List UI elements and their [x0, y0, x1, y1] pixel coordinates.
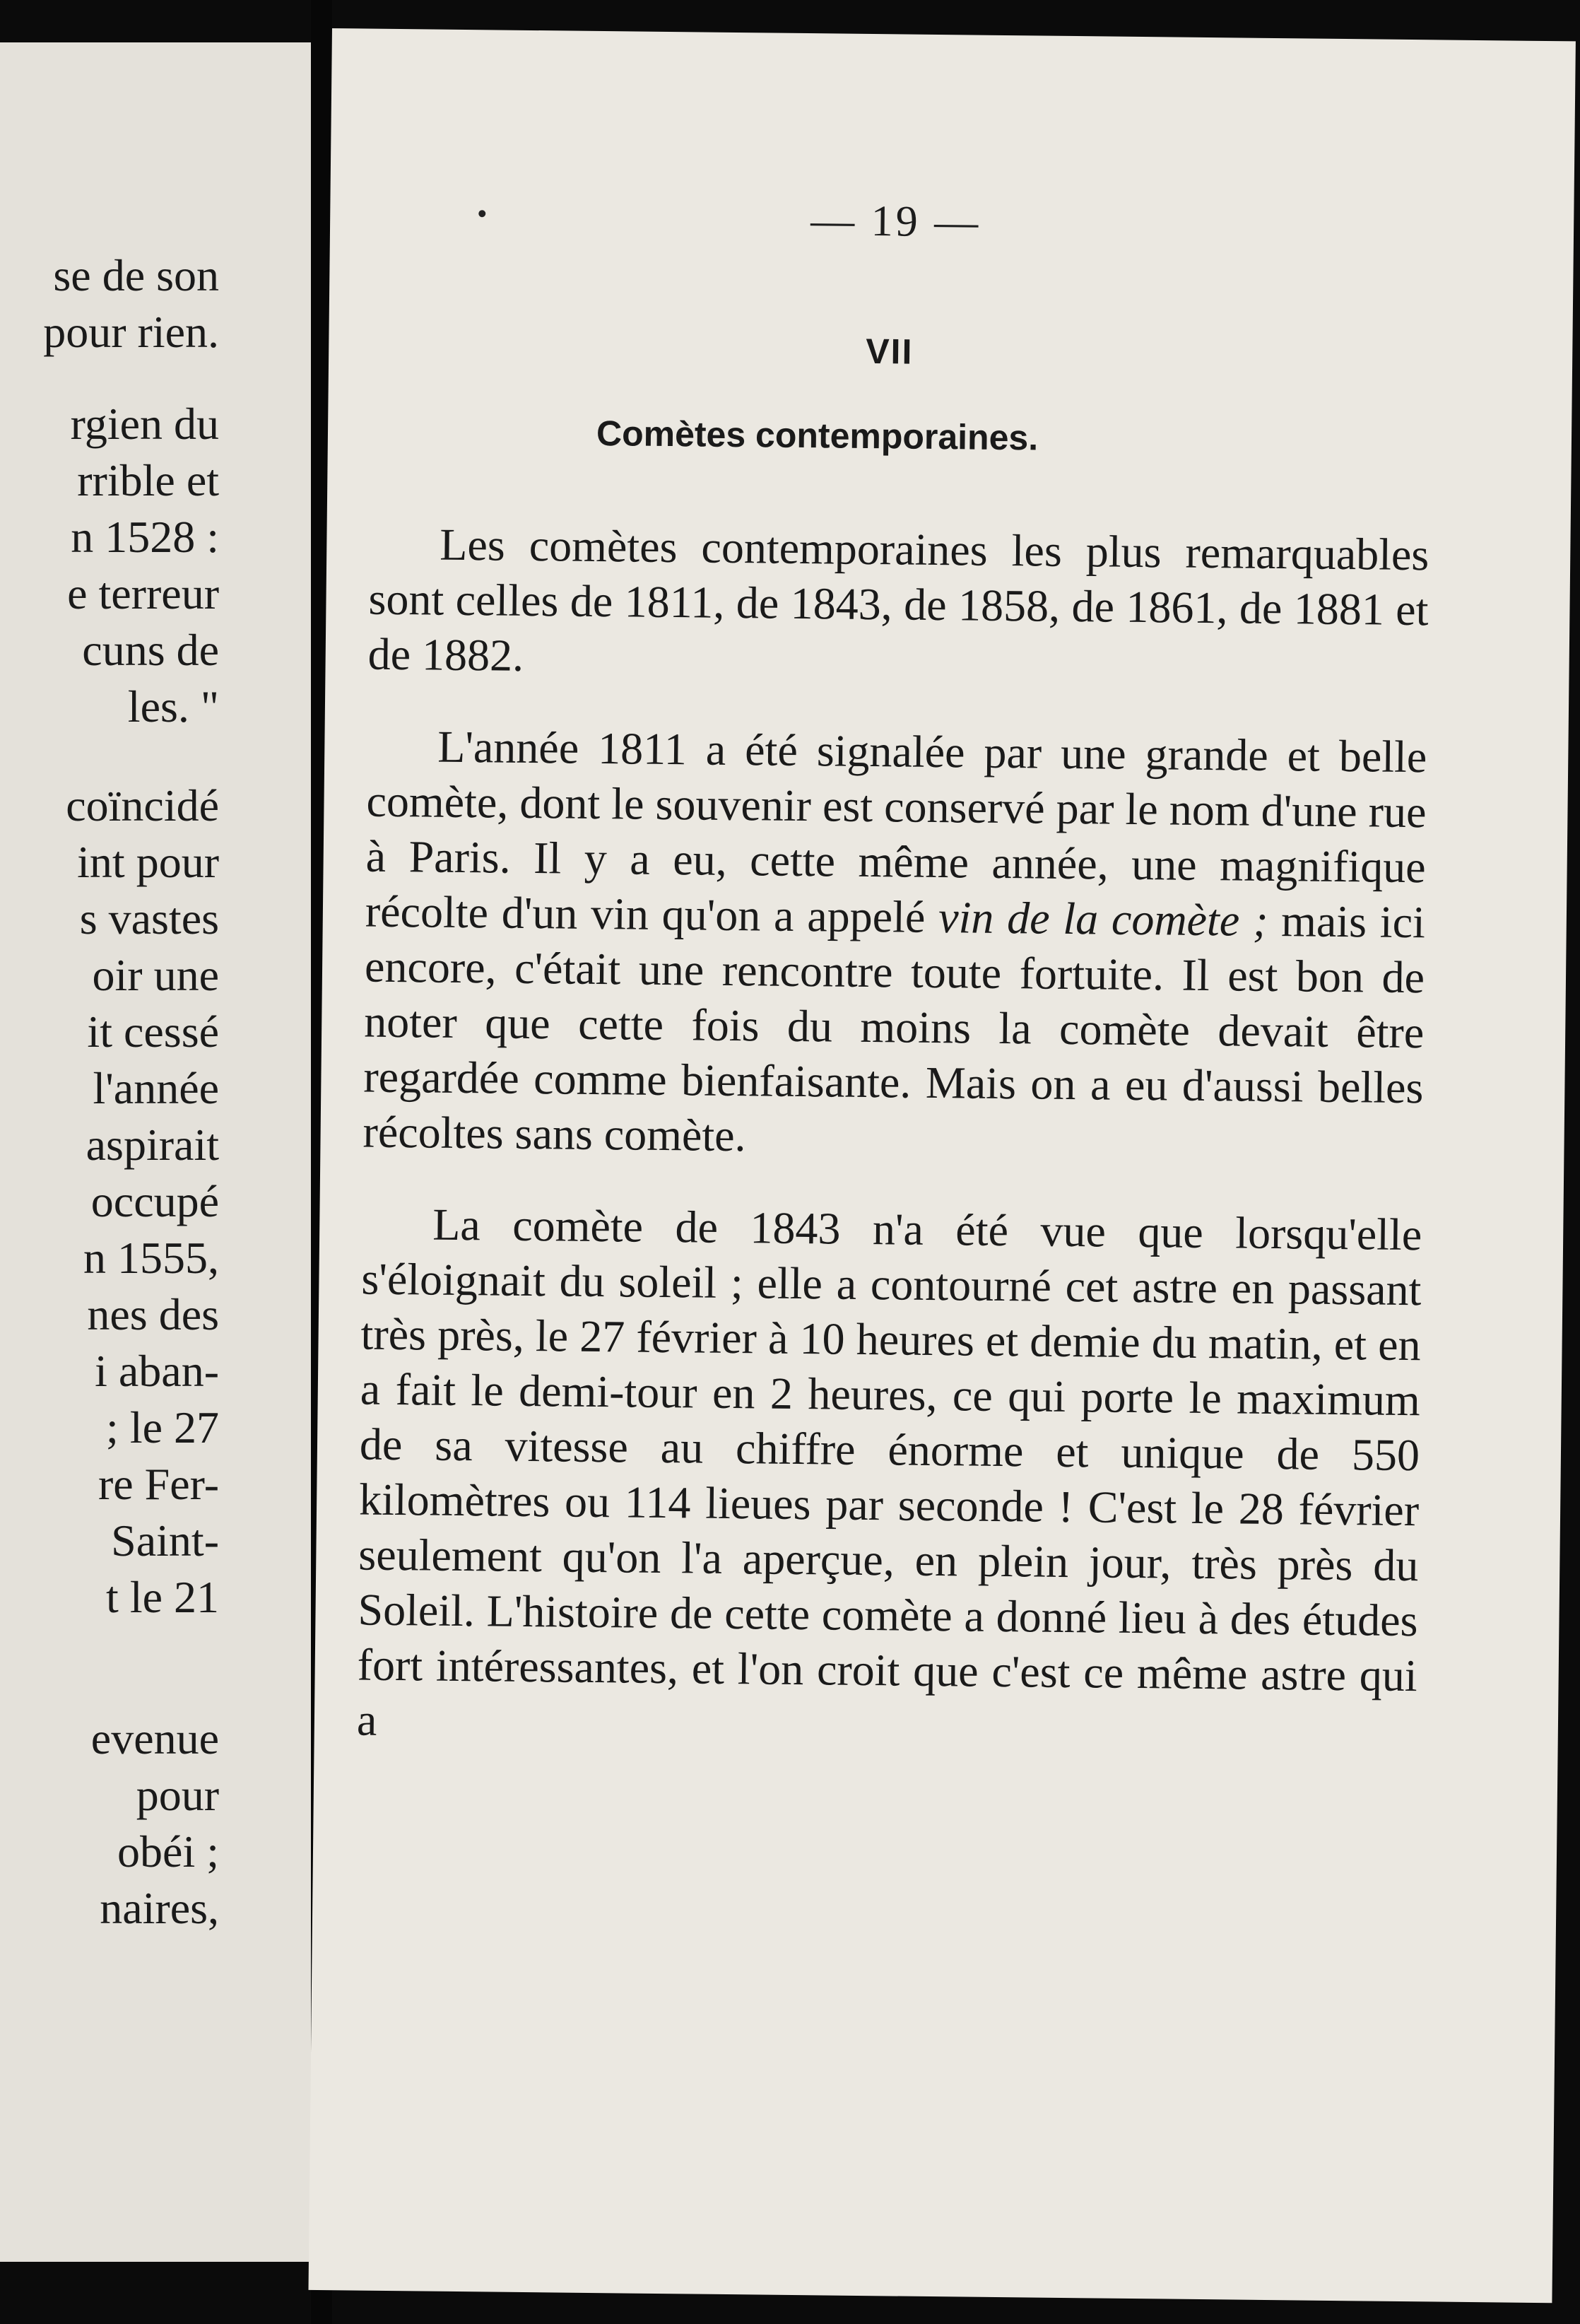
left-line: occupé — [90, 1176, 219, 1226]
left-line: l'année — [93, 1063, 219, 1113]
left-line: ; le 27 — [106, 1402, 219, 1452]
left-line: naires, — [100, 1883, 219, 1933]
left-line: rrible et — [77, 455, 219, 505]
left-line: les. " — [127, 681, 219, 732]
paragraph: Les comètes contemporaines les plus remarquables sont celles de 1811, de 1843, de 1858, de 1861, de 1881 et de 1882. — [367, 519, 1429, 681]
paragraph — [362, 719, 1427, 1171]
left-line: e terreur — [67, 568, 219, 618]
paragraph: La comète de 1843 n'a été vue que lorsqu'elle s'éloignait du soleil ; elle a contourné cet astre en passant très près, le 27 février à 10 heures et demie du matin, et en a fait le demi-tour en 2 heures, ce qui porte le maximum de sa vitesse au chiffre énorme et unique de 550 kilomètres ou 114 lieues par seconde ! C'est le 28 février seulement qu'on l'a aperçue, en plein jour, très près du Soleil. L'histoire de cette comète a donné lieu à des études fort intéressantes, et l'on croit que c'est ce même astre qui a — [356, 1199, 1422, 1745]
left-line: oir une — [92, 950, 219, 1000]
left-page — [0, 42, 311, 2262]
paragraph-text: L'année 1811 a été signalée par une grande et belle comète, dont le souvenir est conservé par le nom d'une rue à Paris. Il y a eu, cette même année, une magnifique récolte d'un vin qu'on a appelé — [365, 721, 1427, 943]
left-line: se de son — [53, 250, 219, 300]
paragraph-text: mais ici encore, c'était une rencontre toute fortuite. Il est bon de noter que cette fois du moins la comète devait être regardée comme bienfaisante. Mais on a eu d'aussi belles récoltes sans comète. — [362, 895, 1426, 1161]
left-line: cuns de — [82, 625, 219, 675]
italic-text: vin de la comète ; — [938, 892, 1268, 946]
left-line: Saint- — [111, 1515, 219, 1566]
left-line: re Fer- — [98, 1459, 219, 1509]
left-line: pour rien. — [43, 307, 219, 357]
left-line: int pour — [77, 837, 219, 887]
left-line: it cessé — [87, 1007, 219, 1057]
left-line: aspirait — [86, 1120, 219, 1170]
left-line: pour — [136, 1770, 219, 1820]
left-line: t le 21 — [106, 1572, 219, 1622]
chapter-number: VII — [865, 331, 914, 372]
left-line: coïncidé — [66, 780, 219, 831]
body-text — [356, 517, 1429, 1796]
ink-dot — [478, 210, 485, 217]
chapter-title: Comètes contemporaines. — [596, 413, 1039, 458]
right-page — [308, 28, 1575, 2303]
left-line: nes des — [87, 1289, 219, 1339]
left-line: obéi ; — [117, 1826, 219, 1877]
page-number: — 19 — — [810, 196, 981, 247]
left-line: rgien du — [70, 399, 219, 449]
left-line: s vastes — [79, 893, 219, 944]
left-line: evenue — [90, 1713, 219, 1763]
left-line: n 1555, — [83, 1233, 219, 1283]
left-line: i aban- — [95, 1346, 219, 1396]
left-page-text — [0, 42, 311, 2262]
left-line: n 1528 : — [71, 512, 219, 562]
